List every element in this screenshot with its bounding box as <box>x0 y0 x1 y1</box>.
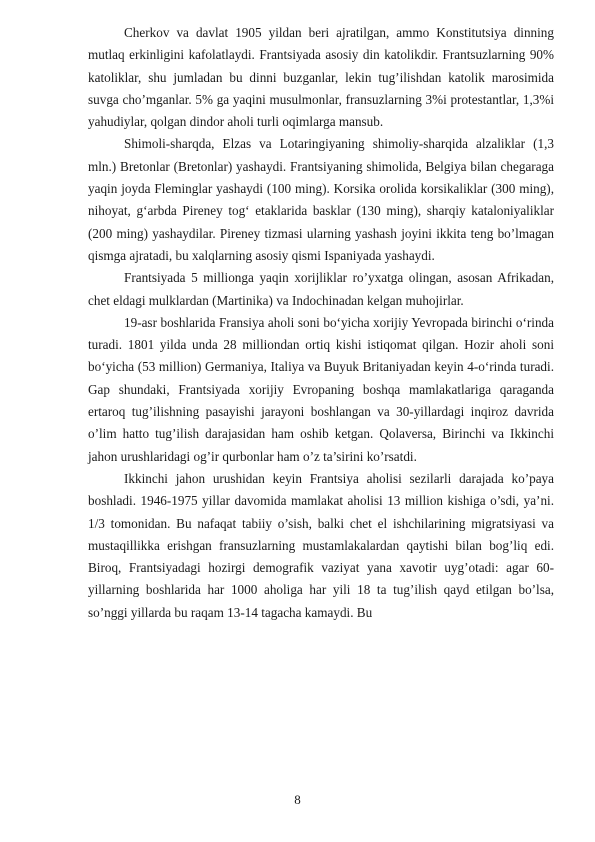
page-number: 8 <box>294 792 301 807</box>
paragraph-population-history: 19-asr boshlarida Fransiya aholi soni boʻyicha xorijiy Yevropada birinchi oʻrinda turadi. 1801 yilda unda 28 milliondan ortiq kishi istiqomat qilgan. Hozir aholi soni boʻyicha (53 million) Germaniya, Italiya va Buyuk Britaniyadan keyin 4-oʻrinda turadi. Gap shundaki, Frantsiyada xorijiy Evropaning boshqa mamlakatlariga qaraganda ertaroq tug’ilishning pasayishi jarayoni boshlangan va 30-yillardagi inqiroz davrida o’lim hatto tug’ilish darajasidan ham oshib ketgan. Qolaversa, Birinchi va Ikkinchi jahon urushlaridagi og’ir qurbonlar ham o’z ta’sirini ko’rsatdi. <box>88 314 554 464</box>
paragraph-religion: Cherkov va davlat 1905 yildan beri ajratilgan, ammo Konstitutsiya dinning mutlaq erkinligini kafolatlaydi. Frantsiyada asosiy din katolikdir. Frantsuzlarning 90% katoliklar, shu jumladan bu dinni buzganlar, lekin tug’ilishdan katolik marosimida suvga cho’mganlar. 5% ga yaqini musulmonlar, fransuzlarning 3%i protestantlar, 1,3%i yahudiylar, qolgan dindor aholi turli oqimlarga mansub. <box>88 25 554 130</box>
paragraph-foreigners: Frantsiyada 5 millionga yaqin xorijliklar ro’yxatga olingan, asosan Afrikadan, chet eldagi mulklardan (Martinika) va Indochinadan kelgan muhojirlar. <box>88 270 554 308</box>
body-text <box>88 22 554 624</box>
paragraph-postwar-growth: Ikkinchi jahon urushidan keyin Frantsiya aholisi sezilarli darajada ko’paya boshladi. 1946-1975 yillar davomida mamlakat aholisi 13 million kishiga o’sdi, ya’ni. 1/3 tomonidan. Bu nafaqat tabiiy o’sish, balki chet el ishchilarining migratsiyasi va mustaqillikka erishgan fransuzlarning mustamlakalardan qaytishi bilan bog’liq edi. Biroq, Frantsiyadagi hozirgi demografik vaziyat yana xavotir uyg’otadi: agar 60-yillarning boshlarida har 1000 aholiga har yili 18 ta tug’ilish qayd etilgan bo’lsa, so’nggi yillarda bu raqam 13-14 tagacha kamaydi. Bu <box>88 470 554 620</box>
paragraph-ethnic-minorities: Shimoli-sharqda, Elzas va Lotaringiyaning shimoliy-sharqida alzaliklar (1,3 mln.) Bretonlar (Bretonlar) yashaydi. Frantsiyaning shimolida, Belgiya bilan chegaraga yaqin joyda Fleminglar yashaydi (100 ming). Korsika orolida korsikaliklar (300 ming), nihoyat, gʻarbda Pireney togʻ etaklarida basklar (130 ming), sharqiy kataloniyaliklar (200 ming) yashaydilar. Pireney tizmasi ularning yashash joyini ikkita teng bo’lmagan qismga ajratadi, bu xalqlarning asosiy qismi Ispaniyada yashaydi. <box>88 136 554 263</box>
